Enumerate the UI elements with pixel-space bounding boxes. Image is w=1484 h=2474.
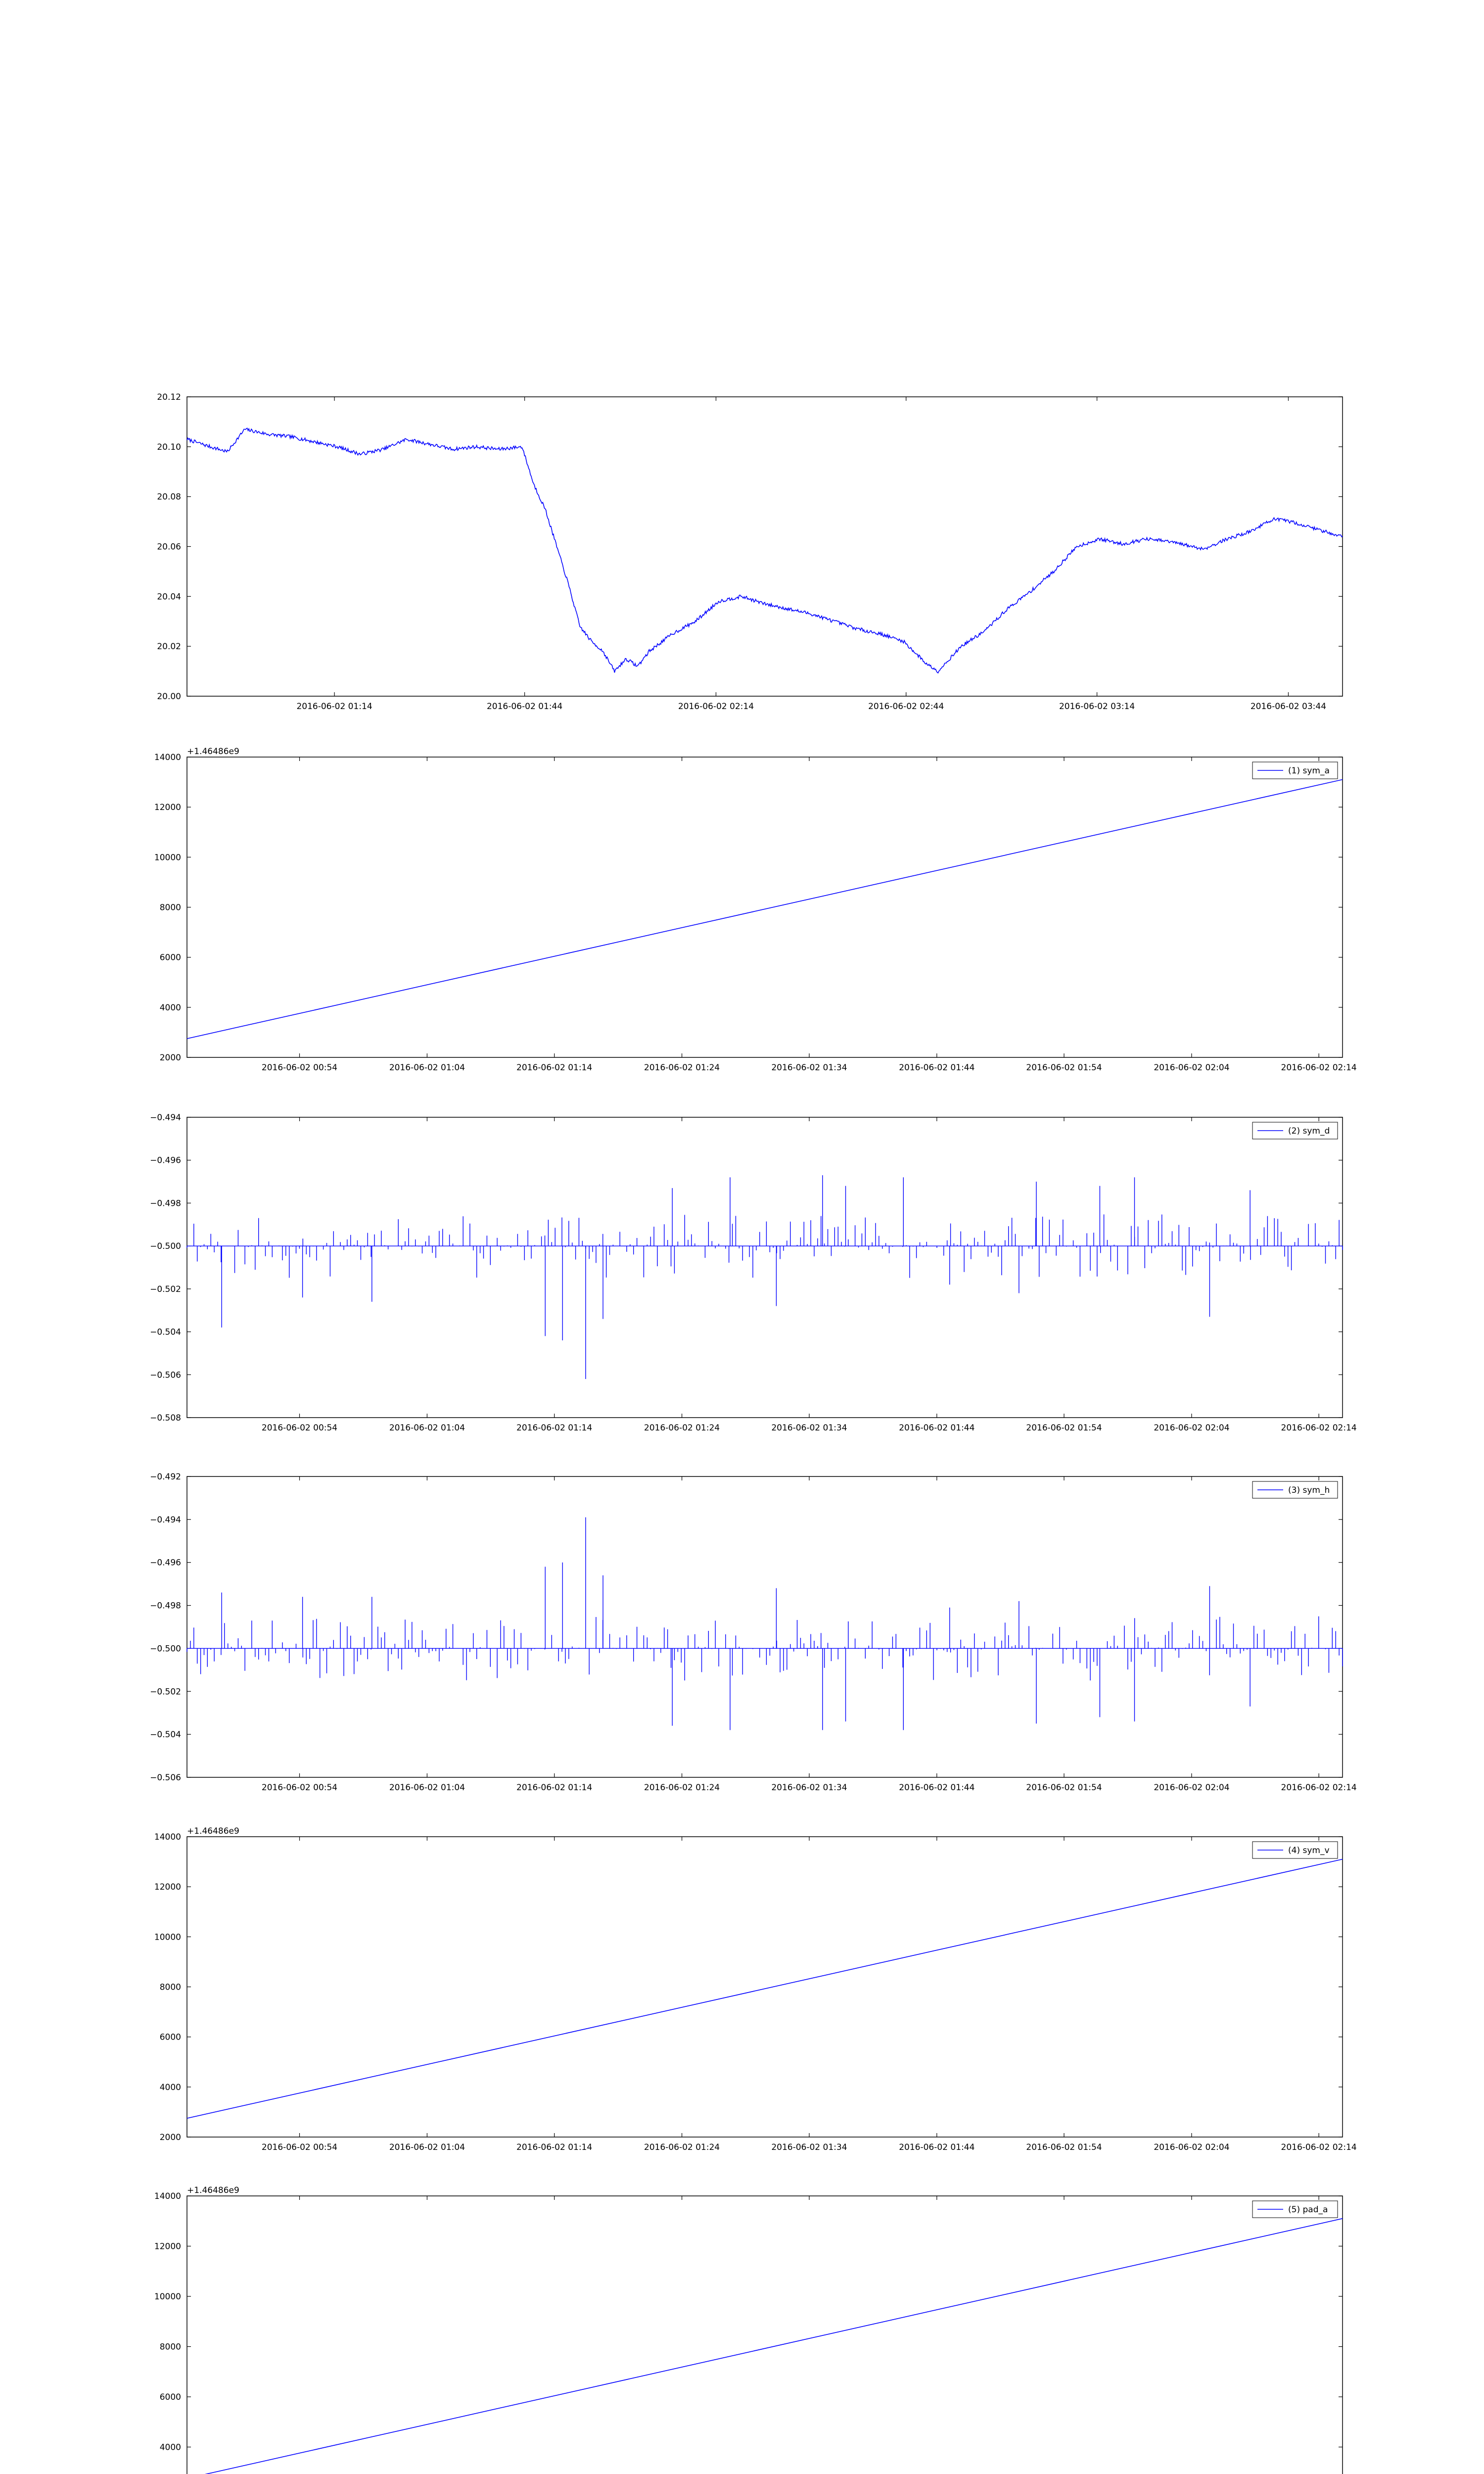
y-tick-label: 10000 (154, 2292, 181, 2302)
axes-frame (187, 1837, 1343, 2137)
axes-frame (187, 1117, 1343, 1418)
x-tick-label: 2016-06-02 02:04 (1154, 2142, 1230, 2152)
x-tick-label: 2016-06-02 00:54 (261, 1063, 338, 1073)
x-tick-label: 2016-06-02 03:44 (1250, 702, 1327, 712)
chart-sym_a (154, 747, 1357, 1073)
chart-sym_v (154, 1826, 1357, 2152)
legend-label: (1) sym_a (1288, 766, 1330, 776)
y-tick-label: 14000 (154, 2191, 181, 2201)
y-tick-label: 20.00 (157, 692, 181, 702)
x-tick-label: 2016-06-02 01:34 (771, 2142, 847, 2152)
y-tick-label: 8000 (159, 1982, 181, 1993)
y-tick-label: −0.504 (150, 1327, 181, 1337)
x-tick-label: 2016-06-02 02:04 (1154, 1423, 1230, 1433)
y-tick-label: 20.12 (157, 392, 181, 402)
series-line (187, 1859, 1343, 2119)
x-tick-label: 2016-06-02 01:24 (644, 1063, 720, 1073)
y-tick-label: 6000 (159, 2392, 181, 2402)
x-tick-label: 2016-06-02 01:54 (1026, 2142, 1102, 2152)
legend-label: (5) pad_a (1288, 2205, 1328, 2215)
x-tick-label: 2016-06-02 01:24 (644, 2142, 720, 2152)
series-spikes (187, 1175, 1343, 1379)
axis-offset-label: +1.46486e9 (187, 747, 239, 757)
x-tick-label: 2016-06-02 01:34 (771, 1063, 847, 1073)
x-tick-label: 2016-06-02 01:04 (389, 1423, 465, 1433)
axes-frame (187, 757, 1343, 1057)
x-tick-label: 2016-06-02 01:14 (516, 2142, 593, 2152)
y-tick-label: −0.506 (150, 1370, 181, 1380)
y-tick-label: 10000 (154, 853, 181, 863)
y-tick-label: −0.498 (150, 1198, 181, 1209)
y-tick-label: −0.494 (150, 1113, 181, 1123)
x-tick-label: 2016-06-02 02:14 (1281, 1423, 1357, 1433)
series-line (187, 428, 1343, 673)
y-tick-label: 2000 (159, 2133, 181, 2142)
series-spikes (187, 1518, 1343, 1730)
x-tick-label: 2016-06-02 01:34 (771, 1783, 847, 1793)
x-tick-label: 2016-06-02 00:54 (261, 1783, 338, 1793)
y-tick-label: −0.498 (150, 1601, 181, 1611)
y-tick-label: 6000 (159, 952, 181, 963)
x-tick-label: 2016-06-02 01:04 (389, 1783, 465, 1793)
x-tick-label: 2016-06-02 02:04 (1154, 1783, 1230, 1793)
x-tick-label: 2016-06-02 01:44 (899, 1423, 975, 1433)
chart-sym_d (150, 1113, 1357, 1433)
legend-label: (4) sym_v (1288, 1846, 1330, 1856)
y-tick-label: −0.504 (150, 1730, 181, 1740)
x-tick-label: 2016-06-02 01:44 (899, 1783, 975, 1793)
y-tick-label: 20.10 (157, 442, 181, 452)
x-tick-label: 2016-06-02 01:24 (644, 1783, 720, 1793)
x-tick-label: 2016-06-02 01:14 (296, 702, 372, 712)
x-tick-label: 2016-06-02 01:54 (1026, 1783, 1102, 1793)
y-tick-label: 4000 (159, 1002, 181, 1013)
y-tick-label: 4000 (159, 2082, 181, 2093)
y-tick-label: 6000 (159, 2032, 181, 2043)
x-tick-label: 2016-06-02 01:44 (899, 2142, 975, 2152)
x-tick-label: 2016-06-02 01:14 (516, 1423, 593, 1433)
x-tick-label: 2016-06-02 03:14 (1059, 702, 1135, 712)
y-tick-label: 20.04 (157, 592, 181, 602)
y-tick-label: 4000 (159, 2442, 181, 2453)
x-tick-label: 2016-06-02 01:04 (389, 2142, 465, 2152)
y-tick-label: 14000 (154, 1832, 181, 1842)
y-tick-label: −0.502 (150, 1284, 181, 1294)
x-tick-label: 2016-06-02 02:14 (678, 702, 754, 712)
legend-label: (2) sym_d (1288, 1126, 1330, 1136)
y-tick-label: 20.02 (157, 642, 181, 652)
chart-price (157, 392, 1343, 712)
y-tick-label: 8000 (159, 2342, 181, 2352)
x-tick-label: 2016-06-02 01:34 (771, 1423, 847, 1433)
axes-frame (187, 1476, 1343, 1777)
chart-pad_a (154, 2186, 1357, 2474)
y-tick-label: 20.06 (157, 542, 181, 552)
y-tick-label: 2000 (159, 1053, 181, 1063)
y-tick-label: −0.496 (150, 1155, 181, 1166)
y-tick-label: 12000 (154, 803, 181, 813)
y-tick-label: −0.502 (150, 1687, 181, 1697)
y-tick-label: 12000 (154, 2241, 181, 2252)
series-line (187, 780, 1343, 1039)
y-tick-label: −0.496 (150, 1558, 181, 1568)
y-tick-label: 14000 (154, 753, 181, 762)
x-tick-label: 2016-06-02 02:14 (1281, 2142, 1357, 2152)
y-tick-label: −0.506 (150, 1773, 181, 1783)
x-tick-label: 2016-06-02 01:54 (1026, 1063, 1102, 1073)
series-line (187, 2219, 1343, 2474)
y-tick-label: −0.500 (150, 1241, 181, 1252)
y-tick-label: −0.492 (150, 1472, 181, 1482)
y-tick-label: 12000 (154, 1882, 181, 1893)
x-tick-label: 2016-06-02 02:04 (1154, 1063, 1230, 1073)
x-tick-label: 2016-06-02 01:54 (1026, 1423, 1102, 1433)
x-tick-label: 2016-06-02 00:54 (261, 1423, 338, 1433)
x-tick-label: 2016-06-02 02:44 (868, 702, 944, 712)
x-tick-label: 2016-06-02 01:14 (516, 1063, 593, 1073)
axes-frame (187, 397, 1343, 696)
y-tick-label: 8000 (159, 903, 181, 913)
x-tick-label: 2016-06-02 02:14 (1281, 1783, 1357, 1793)
y-tick-label: 10000 (154, 1932, 181, 1943)
x-tick-label: 2016-06-02 01:44 (486, 702, 563, 712)
x-tick-label: 2016-06-02 01:24 (644, 1423, 720, 1433)
chart-sym_h (150, 1472, 1357, 1793)
x-tick-label: 2016-06-02 01:14 (516, 1783, 593, 1793)
y-tick-label: −0.508 (150, 1413, 181, 1423)
y-tick-label: −0.500 (150, 1644, 181, 1654)
axis-offset-label: +1.46486e9 (187, 2186, 239, 2195)
axis-offset-label: +1.46486e9 (187, 1826, 239, 1836)
y-tick-label: 20.08 (157, 492, 181, 502)
x-tick-label: 2016-06-02 02:14 (1281, 1063, 1357, 1073)
legend-label: (3) sym_h (1288, 1485, 1330, 1495)
axes-frame (187, 2196, 1343, 2474)
x-tick-label: 2016-06-02 00:54 (261, 2142, 338, 2152)
x-tick-label: 2016-06-02 01:44 (899, 1063, 975, 1073)
x-tick-label: 2016-06-02 01:04 (389, 1063, 465, 1073)
y-tick-label: −0.494 (150, 1515, 181, 1525)
